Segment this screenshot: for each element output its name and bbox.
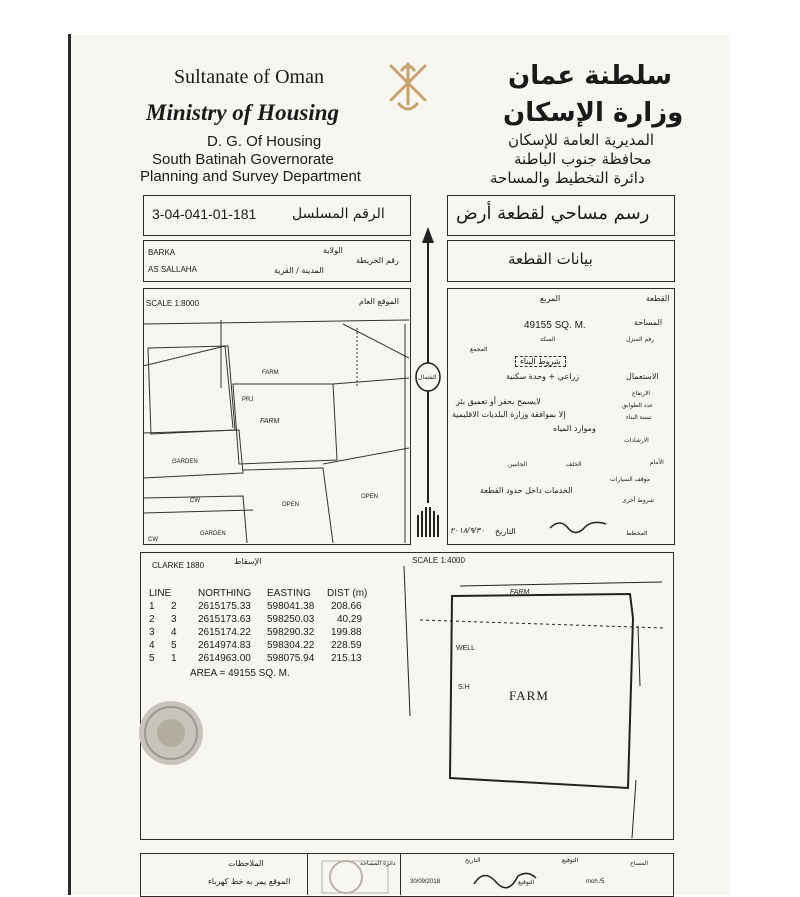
village-value: AS SALLAHA bbox=[148, 265, 197, 274]
footer-divider bbox=[400, 853, 401, 895]
row-from: 3 bbox=[149, 627, 155, 638]
signature-label-2: التوقيع bbox=[518, 879, 535, 886]
projection-label: الإسقاط bbox=[234, 557, 262, 566]
planner-date-label: التاريخ bbox=[495, 527, 516, 536]
general-map-small-cw: CW bbox=[190, 498, 200, 504]
ratio-label: نسبة البناء bbox=[626, 414, 652, 421]
surveyor-label: المساح bbox=[630, 860, 649, 867]
area-total: AREA = 49155 SQ. M. bbox=[190, 668, 290, 679]
row-to: 5 bbox=[171, 640, 177, 651]
condition-note-2: إلا بموافقة وزارة البلديات الاقليمية bbox=[452, 410, 566, 419]
use-label: الاستعمال bbox=[626, 372, 659, 381]
row-to: 3 bbox=[171, 614, 177, 625]
row-dist: 40.29 bbox=[337, 614, 363, 625]
area-label: المساحة bbox=[634, 318, 663, 327]
wilayat-value: BARKA bbox=[148, 248, 176, 257]
plot-map-well: WELL bbox=[456, 645, 476, 652]
notes-value: الموقع يمر به خط كهرباء bbox=[208, 877, 291, 886]
general-map-open-2: OPEN bbox=[361, 494, 379, 500]
general-map-cw: CW bbox=[148, 537, 158, 543]
row-northing: 2615175.33 bbox=[198, 601, 251, 612]
area-value: 49155 SQ. M. bbox=[524, 320, 586, 331]
condition-note-1: لايسمح بحفر أو تعميق بئر bbox=[456, 397, 541, 406]
plot-map-farm-top: FARM bbox=[510, 589, 530, 596]
general-map-garden: GARDEN bbox=[200, 531, 226, 537]
north-label: الشمال bbox=[418, 374, 437, 381]
serial-label: الرقم المسلسل bbox=[292, 206, 385, 222]
block-label: المربع bbox=[540, 294, 561, 303]
row-dist: 215.13 bbox=[331, 653, 362, 664]
row-northing: 2615174.22 bbox=[198, 627, 251, 638]
general-map-scale: SCALE 1:8000 bbox=[146, 299, 199, 308]
footer-signature bbox=[470, 864, 540, 892]
header-en-dg: D. G. Of Housing bbox=[207, 133, 322, 150]
plot-map-sh: S.H bbox=[458, 684, 470, 691]
north-arrow-icon bbox=[413, 225, 443, 545]
row-to: 4 bbox=[171, 627, 177, 638]
row-dist: 228.59 bbox=[331, 640, 362, 651]
header-en-sultanate: Sultanate of Oman bbox=[174, 66, 324, 88]
header-en-department: Planning and Survey Department bbox=[140, 168, 361, 185]
row-to: 2 bbox=[171, 601, 177, 612]
notes-label: الملاحظات bbox=[228, 859, 264, 868]
col-dist: DIST (m) bbox=[327, 588, 368, 599]
row-to: 1 bbox=[171, 653, 177, 664]
guidance-label: الارشادات bbox=[624, 437, 649, 444]
row-easting: 598290.32 bbox=[267, 627, 315, 638]
row-northing: 2615173.63 bbox=[198, 614, 251, 625]
col-line: LINE bbox=[149, 588, 172, 599]
building-conditions-title: شروط البناء bbox=[515, 356, 566, 367]
row-from: 4 bbox=[149, 640, 155, 651]
planner-label: المخطط bbox=[626, 530, 648, 537]
services-value: الخدمات داخل حدود القطعة bbox=[480, 486, 573, 495]
general-map-label: الموقع العام bbox=[359, 297, 399, 306]
footer-date-label: التاريخ bbox=[465, 857, 481, 864]
use-value: زراعي + وحدة سكنية bbox=[506, 372, 580, 381]
floors-label: عدد الطوابق bbox=[622, 402, 654, 409]
sides-label: الجانبين bbox=[508, 461, 528, 468]
col-easting: EASTING bbox=[267, 588, 311, 599]
house-no-label: رقم المنزل bbox=[626, 336, 655, 343]
document-title: رسم مساحي لقطعة أرض bbox=[456, 203, 650, 224]
plot-data-title: بيانات القطعة bbox=[508, 250, 593, 268]
row-from: 2 bbox=[149, 614, 155, 625]
row-from: 5 bbox=[149, 653, 155, 664]
row-northing: 2614963.00 bbox=[198, 653, 251, 664]
village-label: المدينة / القرية bbox=[274, 266, 324, 275]
header-ar-sultanate: سلطنة عمان bbox=[508, 61, 673, 91]
street-label: السكة bbox=[540, 336, 556, 343]
surveyor-value: moh /5 bbox=[586, 879, 605, 885]
parking-label: موقف السيارات bbox=[610, 476, 650, 483]
row-easting: 598250.03 bbox=[267, 614, 315, 625]
header-ar-dg: المديرية العامة للإسكان bbox=[508, 131, 655, 149]
wilayat-label: الولاية bbox=[323, 246, 343, 255]
oman-emblem-icon bbox=[383, 56, 433, 116]
row-easting: 598075.94 bbox=[267, 653, 315, 664]
condition-note-3: وموارد المياه bbox=[553, 424, 596, 433]
header-ar-governorate: محافظة جنوب الباطنة bbox=[514, 150, 652, 168]
plot-map-scale: SCALE 1:4000 bbox=[412, 556, 465, 565]
stamp-text: دائرة المساحة bbox=[360, 860, 396, 867]
serial-number: 3-04-041-01-181 bbox=[152, 206, 257, 222]
back-label: الخلف bbox=[566, 461, 582, 468]
header-en-ministry: Ministry of Housing bbox=[146, 100, 339, 125]
plot-map-farm: FARM bbox=[509, 688, 549, 703]
general-map-small-prj: PRJ bbox=[242, 397, 254, 403]
row-from: 1 bbox=[149, 601, 155, 612]
datum-value: CLARKE 1880 bbox=[152, 561, 205, 570]
planner-signature bbox=[548, 516, 608, 538]
front-label: الأمام bbox=[650, 459, 664, 466]
footer-box bbox=[140, 853, 674, 897]
col-northing: NORTHING bbox=[198, 588, 252, 599]
signature-label: التوقيع bbox=[562, 857, 579, 864]
row-northing: 2614974.83 bbox=[198, 640, 251, 651]
header-ar-department: دائرة التخطيط والمساحة bbox=[490, 169, 645, 187]
plot-label: القطعة bbox=[646, 294, 670, 303]
map-no-label: رقم الخريطة bbox=[356, 256, 399, 265]
general-map-open-1: OPEN bbox=[282, 502, 300, 508]
height-label: الارتفاع bbox=[632, 390, 651, 397]
general-map-parcels bbox=[143, 288, 409, 543]
row-easting: 598304.22 bbox=[267, 640, 315, 651]
ministry-seal-icon bbox=[136, 698, 206, 768]
header-en-governorate: South Batinah Governorate bbox=[152, 151, 334, 168]
page-edge bbox=[68, 34, 71, 895]
footer-divider bbox=[307, 853, 308, 895]
header-ar-ministry: وزارة الإسكان bbox=[503, 98, 684, 128]
row-easting: 598041.38 bbox=[267, 601, 315, 612]
planner-date-handwritten: ٢٠١٨/٩/٣٠ bbox=[450, 526, 485, 535]
footer-date-value: 30/09/2018 bbox=[410, 879, 441, 885]
general-map-small-farm: FARM bbox=[262, 370, 279, 376]
complex-label: المجمع bbox=[470, 346, 488, 353]
general-map-farm: FARM bbox=[260, 418, 280, 425]
row-dist: 199.88 bbox=[331, 627, 362, 638]
other-conditions-label: شروط أخرى bbox=[622, 497, 655, 504]
row-dist: 208.66 bbox=[331, 601, 362, 612]
general-map-small-garden: GARDEN bbox=[172, 459, 198, 465]
